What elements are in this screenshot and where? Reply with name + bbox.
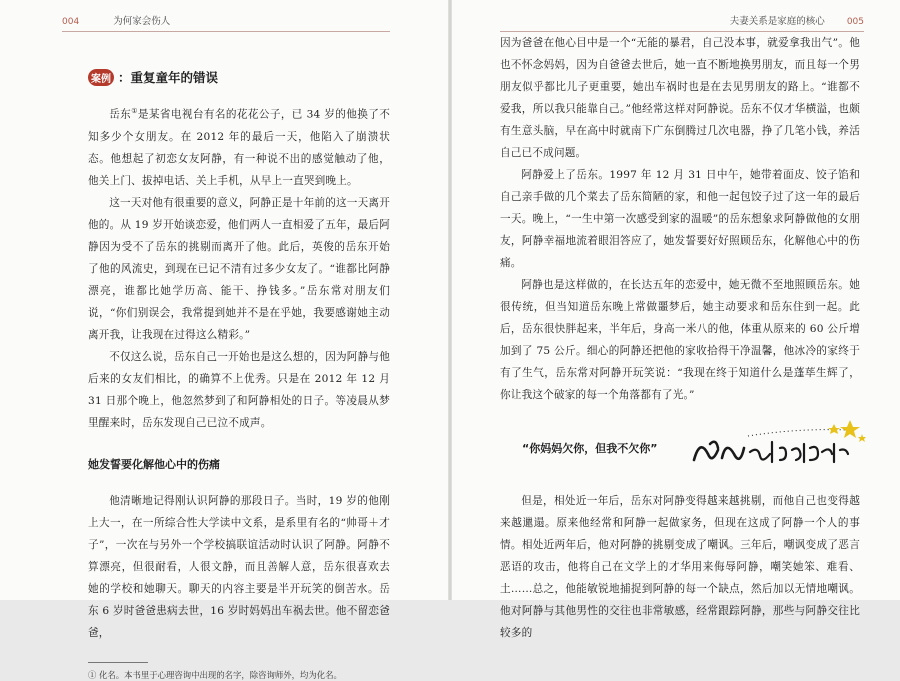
left-page-number: 004 [62, 17, 80, 27]
left-running-title: 为何家会伤人 [113, 16, 171, 27]
left-page [0, 0, 448, 680]
body-paragraph: 因为爸爸在他心目中是一个“无能的暴君，自己没本事，就爱拿我出气”。他也不怀念妈妈，因为自爸爸去世后，她一直不断地换男朋友，而且每一个男朋友似乎都比儿子更重要，她出车祸时也是在去见男朋友的路上。“谁都不爱我，所以我只能靠自己。”他经常这样对阿静说。岳东不仅才华横溢，也颇有生意头脑，早在高中时就南下广东倒腾过几次电器，挣了几笔小钱，养活自己已不成问题。 [500, 37, 860, 159]
section-subheading: 她发誓要化解他心中的伤痛 [88, 457, 220, 471]
quote-heading-row [500, 414, 860, 478]
bookstore-stamp-watermark [688, 414, 868, 478]
right-page-number: 005 [846, 17, 864, 27]
body-text: 是某省电视台有名的花花公子，已 34 岁的他换了不知多少个女朋友。在 2012 年的最后一天，他陷入了崩溃状态。他想起了初恋女友阿静，有一种说不出的感觉触动了他，他关上门、拔掉电话、关上手机，从早上一直哭到晚上。 [88, 108, 390, 187]
body-paragraph: 阿静爱上了岳东。1997 年 12 月 31 日中午，她带着面皮、饺子馅和自己亲手做的几个菜去了岳东简陋的家，和他一起包饺子过了这一年的最后一天。晚上，“一生中第一次感受到家的温暖”的岳东想象求阿静做他的女朋友，阿静幸福地流着眼泪答应了，她发誓要好好照顾岳东，化解他心中的伤痛。 [500, 169, 860, 269]
body-paragraph: 但是，相处近一年后，岳东对阿静变得越来越挑剔，而他自己也变得越来越邋遢。原来他经常和阿静一起做家务，但现在这成了阿静一个人的事情。相处近两年后，他对阿静的挑剔变成了嘲讽。三年后，嘲讽变成了恶言恶语的攻击，他将自己在文学上的才华用来侮辱阿静，嘲笑她笨、难看、土……总之，他能敏锐地捕捉到阿静的每一个缺点，然后加以无情地嘲讽。他对阿静与其他男性的交往也非常敏感，经常跟踪阿静，那些与阿静交往比较多的 [500, 495, 860, 639]
body-text: 岳东 [109, 108, 132, 121]
case-title: ：重复童年的错误 [118, 70, 219, 85]
body-paragraph: 阿静也是这样做的，在长达五年的恋爱中，她无微不至地照顾岳东。她很传统，但当知道岳东晚上常做噩梦后，她主动要求和岳东住到一起。此后，岳东很快胖起来，半年后，身高一米八的他，体重从原来的 60 公斤增加到了 75 公斤。细心的阿静还把他的家收拾得干净温馨，他冰冷的家终于有了生气，岳东常对阿静开玩笑说：“我现在终于知道什么是蓬荜生辉了，你让我这个破家的每一个角落都有了光。” [500, 279, 860, 401]
right-running-title: 夫妻关系是家庭的核心 [729, 16, 825, 27]
quote-heading: “你妈妈欠你，但我不欠你” [522, 442, 658, 455]
right-running-head [500, 0, 864, 32]
footnote-divider [88, 662, 148, 663]
case-heading [88, 68, 390, 86]
body-paragraph: 这一天对他有很重要的意义，阿静正是十年前的这一天离开他的。从 19 岁开始谈恋爱，他们两人一直相爱了五年，最后阿静因为受不了岳东的挑剔而离开了他。此后，英俊的岳东开始了他的风流史，到现在已记不清有过多少女友了。“谁都比阿静漂亮，谁都比她学历高、能干、挣钱多。”岳东常对朋友们说，“你们别误会，我常提到她并不是在乎她，我要感谢她主动离开我，让我现在过得这么精彩。” [88, 196, 390, 341]
body-paragraph: 不仅这么说，岳东自己一开始也是这么想的，因为阿静与他后来的女友们相比，的确算不上优秀。只是在 2012 年 12 月 31 日那个晚上，他忽然梦到了和阿静相处的日子。等凌晨从梦里醒来时，岳东发现自己已泣不成声。 [88, 350, 390, 429]
case-badge: 案例 [88, 69, 114, 86]
left-running-head [62, 0, 390, 32]
footnote-marker: ① [131, 107, 138, 115]
body-paragraph [88, 100, 390, 192]
body-paragraph: 他清晰地记得刚认识阿静的那段日子。当时，19 岁的他刚上大一，在一所综合性大学读中文系，是系里有名的“帅哥＋才子”，一次在与另外一个学校搞联谊活动时认识了阿静。阿静不算漂亮，但很耐看，人很文静，而且善解人意，岳东很喜欢去她的学校和她聊天。聊天的内容主要是半开玩笑的倒苦水。岳东 6 岁时爸爸患病去世，16 岁时妈妈出车祸去世。他不留恋爸爸， [88, 494, 390, 639]
footnote: ① 化名。本书里于心理咨询中出现的名字，除咨询师外，均为化名。 [88, 669, 342, 680]
right-page [452, 0, 900, 639]
